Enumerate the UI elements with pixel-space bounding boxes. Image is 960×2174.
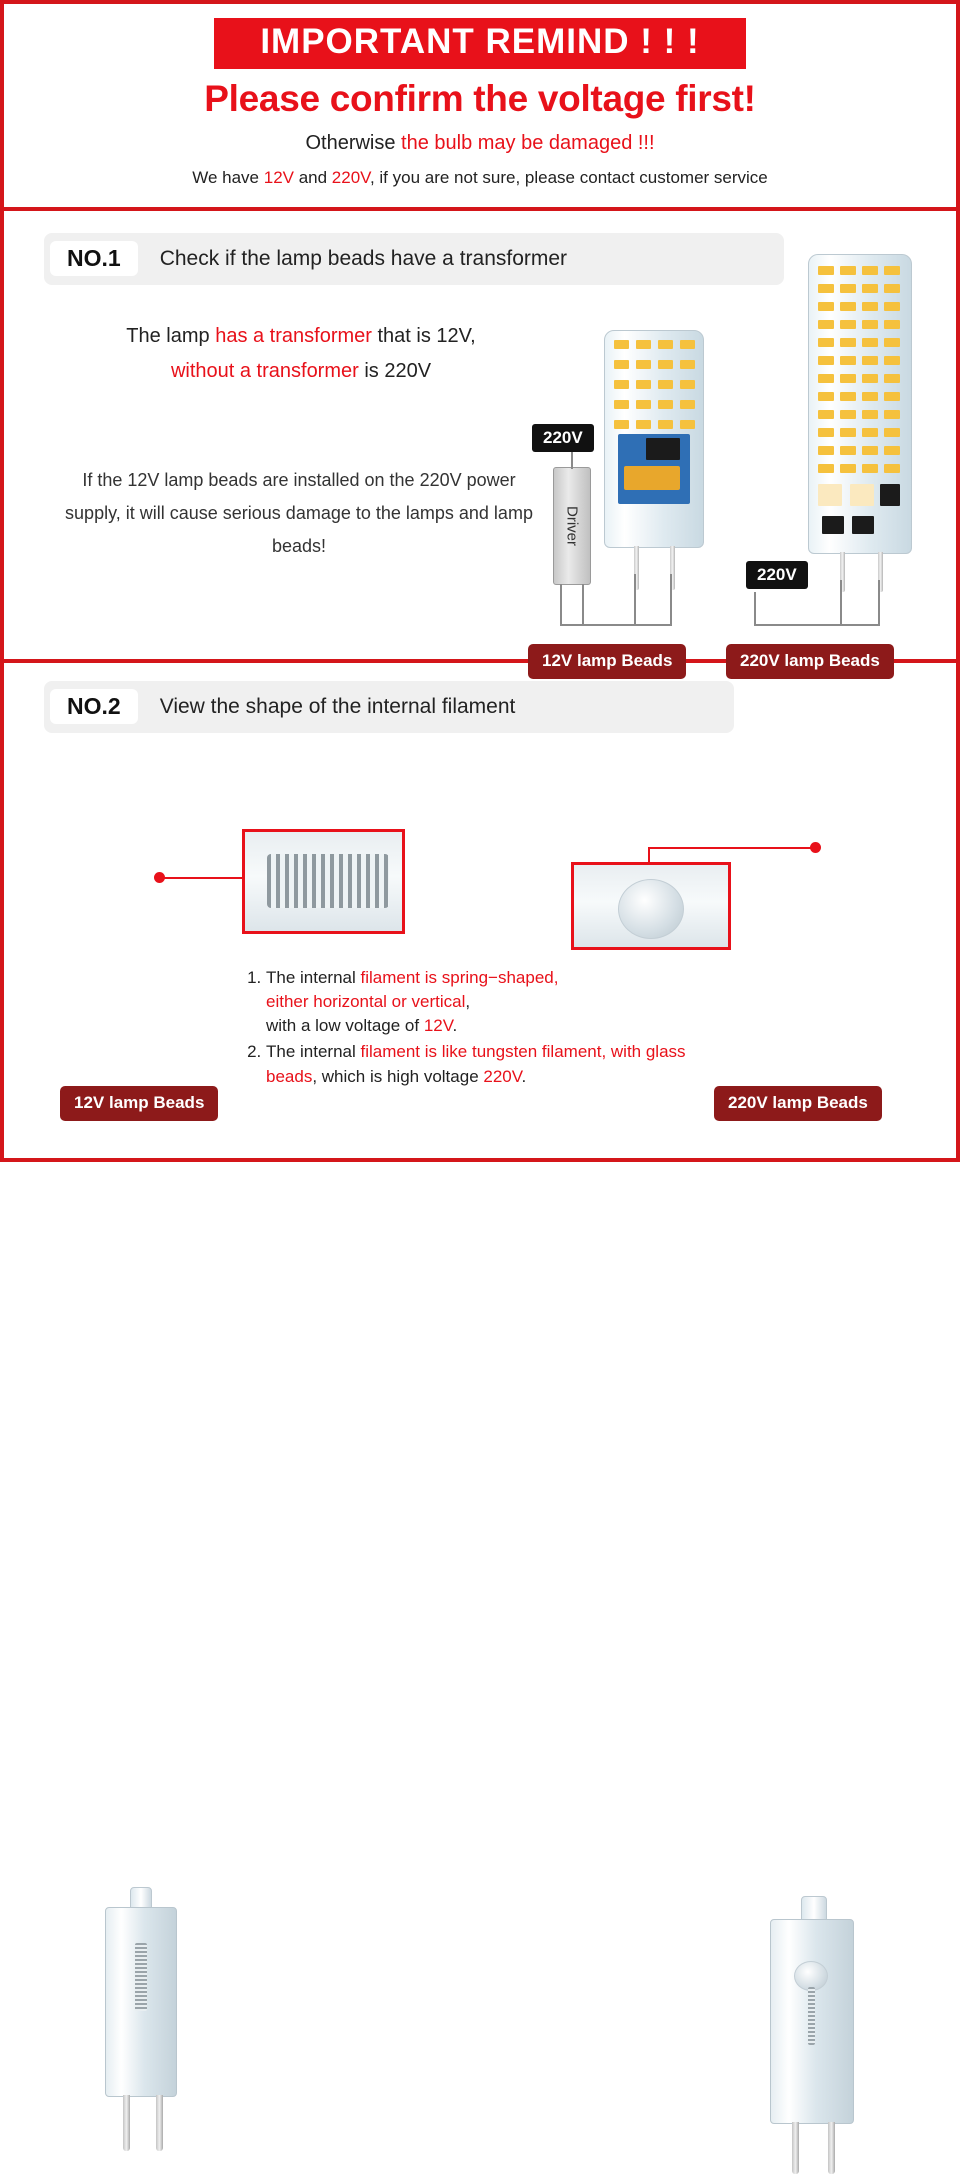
caption-220v-beads-sec2: 220V lamp Beads	[714, 1086, 882, 1121]
caption-12v-beads-sec2: 12V lamp Beads	[60, 1086, 218, 1121]
expl-has-transformer: has a transformer	[215, 324, 372, 347]
caption-12v-beads-sec1: 12V lamp Beads	[528, 644, 686, 679]
expl-part-a: The lamp	[126, 324, 216, 347]
page-title: Please confirm the voltage first!	[204, 77, 756, 119]
inductor-component	[646, 438, 680, 460]
item2-part-b: , which is high voltage	[312, 1066, 484, 1086]
transformer-explanation	[66, 319, 536, 389]
subtitle-line	[4, 131, 956, 155]
led2-supply-wire-h	[754, 624, 842, 626]
damage-warning-text: If the 12V lamp beads are installed on the 220V power supply, it will cause serious damage to the lamps and lamp beads!	[65, 469, 533, 557]
note-12v: 12V	[263, 168, 294, 188]
subtitle-prefix: Otherwise	[305, 132, 402, 155]
header-section	[4, 4, 956, 211]
label-220v-left: 220V	[532, 424, 594, 452]
zoom-view-spring-filament	[242, 829, 405, 934]
led1-pin-wire-2	[670, 574, 672, 626]
step2-header	[44, 681, 734, 733]
item2-red-1: filament is like tungsten filament, with glass beads	[266, 1042, 686, 1086]
filament-tungsten-220v	[808, 1987, 815, 2045]
list-item-2	[266, 1040, 714, 1088]
item1-part-c: with a low voltage of	[266, 1016, 424, 1036]
voltage-note-line	[4, 168, 956, 188]
led-bulb-220v	[804, 254, 924, 584]
item2-part-c: .	[521, 1066, 527, 1086]
item1-red-1: filament is spring−shaped,	[360, 968, 559, 987]
item1-part-b: ,	[465, 992, 471, 1012]
driver-wire-h	[560, 624, 636, 626]
list-item-1	[266, 966, 714, 1038]
item1-part-d: .	[452, 1016, 458, 1036]
note-220v: 220V	[331, 168, 370, 188]
led-bulb-12v	[600, 330, 712, 582]
item2-red-2: 220V	[483, 1066, 522, 1086]
step1-title: Check if the lamp beads have a transformer	[159, 246, 568, 270]
expl-part-c: is 220V	[358, 359, 432, 382]
item1-red-3: 12V	[423, 1016, 453, 1036]
filament-spring-12v	[135, 1943, 147, 2011]
expl-without-transformer: without a transformer	[170, 359, 359, 382]
note-part-c: , if you are not sure, please contact customer service	[369, 168, 768, 188]
expl-part-b: that is 12V,	[371, 324, 476, 347]
filament-description-list	[244, 966, 714, 1091]
driver-label: Driver	[563, 506, 581, 546]
driver-wire-top	[571, 451, 573, 469]
step1-header	[44, 233, 784, 285]
external-driver-box	[553, 467, 591, 585]
led1-pin-wire-h	[634, 624, 672, 626]
driver-wire-bottom-2	[582, 584, 584, 626]
step2-tag: NO.2	[50, 689, 138, 724]
zoom-view-glass-bead	[571, 862, 731, 950]
item1-part-a: The internal	[266, 968, 361, 987]
driver-wire-bottom-1	[560, 584, 562, 626]
led2-supply-wire-v	[754, 592, 756, 626]
item2-part-a: The internal	[266, 1042, 361, 1062]
note-part-a: We have	[192, 168, 264, 188]
led2-pin-wire-2	[878, 580, 880, 626]
callout-leader-12v	[164, 877, 242, 879]
subtitle-warning: the bulb may be damaged !!!	[401, 132, 655, 155]
callout-leader-220v	[648, 847, 812, 849]
important-remind-banner: IMPORTANT REMIND ! ! !	[214, 18, 745, 69]
note-part-b: and	[293, 168, 332, 188]
led1-pin-wire-1	[634, 574, 636, 626]
capacitor-component	[624, 466, 680, 490]
caption-220v-beads-sec1: 220V lamp Beads	[726, 644, 894, 679]
led2-pin-wire-h	[840, 624, 880, 626]
step1-tag: NO.1	[50, 241, 138, 276]
led2-pin-wire-1	[840, 580, 842, 626]
item1-red-2: either horizontal or vertical	[266, 992, 466, 1012]
label-220v-right: 220V	[746, 561, 808, 589]
step2-title: View the shape of the internal filament	[159, 694, 516, 718]
